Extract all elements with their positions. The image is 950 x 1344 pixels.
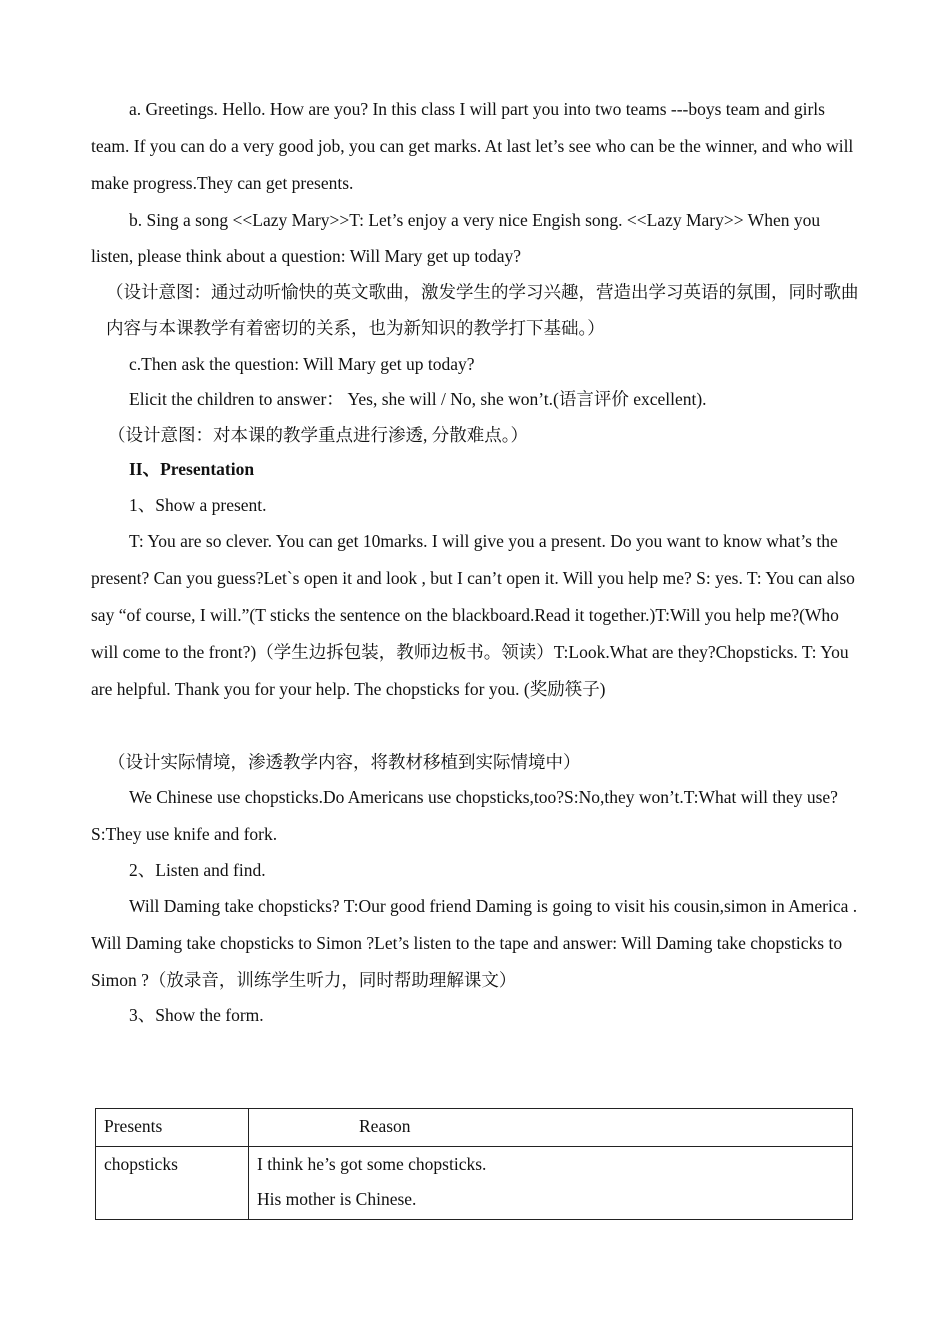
present-cell [96, 1147, 249, 1220]
design-intent-paragraph-3: （设计实际情境，渗透教学内容，将教材移植到实际情境中） [108, 752, 581, 772]
greetings-paragraph: a. Greetings. Hello. How are you? In this class I will part you into two teams ---boys team and girls team. If you can do a very good job, you can get marks. At last let’s see who can be the winner, and who will make progress.They can get presents. [91, 99, 854, 193]
reason-column-header: Reason [249, 1109, 853, 1147]
listen-find-step: 2、Listen and find. [129, 860, 266, 880]
elicit-answer-paragraph: Elicit the children to answer： Yes, she will / No, she won’t.(语言评价 excellent). [129, 389, 707, 409]
table-header-row [96, 1109, 853, 1147]
reason-line-2: His mother is Chinese. [257, 1189, 417, 1209]
presents-reason-table [95, 1108, 853, 1220]
reason-line-1: I think he’s got some chopsticks. [257, 1154, 487, 1174]
show-present-step: 1、Show a present. [129, 495, 267, 515]
present-value: chopsticks [104, 1154, 178, 1174]
chopsticks-dialogue-paragraph: We Chinese use chopsticks.Do Americans use chopsticks,too?S:No,they won’t.T:What will they use?S:They use knife and fork. [91, 787, 838, 844]
sing-song-paragraph: b. Sing a song <<Lazy Mary>>T: Let’s enjoy a very nice Engish song. <<Lazy Mary>> When you listen, please think about a question: Will Mary get up today? [91, 210, 821, 266]
listen-tape-paragraph: Will Daming take chopsticks? T:Our good friend Daming is going to visit his cousin,simon in America . Will Daming take chopsticks to Simon ?Let’s listen to the tape and answer: Will Daming take chopsticks to Simon ?（放录音，训练学生听力，同时帮助理解课文） [91, 896, 858, 990]
reason-cell [249, 1147, 853, 1220]
table-row [96, 1147, 853, 1220]
ask-question-paragraph: c.Then ask the question: Will Mary get up today? [129, 354, 475, 374]
show-form-step: 3、Show the form. [129, 1005, 264, 1025]
section-heading-presentation: II、Presentation [129, 459, 255, 479]
teacher-dialogue-paragraph: T: You are so clever. You can get 10marks. I will give you a present. Do you want to know what’s the present? Can you guess?Let`s open it and look , but I can’t open it. Will you help me? S: yes. T: You can also say “of course, I will.”(T sticks the sentence on the blackboard.Read it together.)T:Will you help me?(Who will come to the front?)（学生边拆包装，教师边板书。领读）T:Look.What are they?Chopsticks. T: You are helpful. Thank you for your help. The chopsticks for you. (奖励筷子) [91, 531, 855, 699]
design-intent-text-1: （设计意图：通过动听愉快的英文歌曲，激发学生的学习兴趣，营造出学习英语的氛围，同时歌曲内容与本课教学有着密切的关系，也为新知识的教学打下基础。） [106, 282, 859, 338]
presents-column-header: Presents [96, 1109, 249, 1147]
design-intent-paragraph-1 [106, 274, 866, 346]
design-intent-paragraph-2: （设计意图：对本课的教学重点进行渗透, 分散难点。） [108, 425, 528, 445]
